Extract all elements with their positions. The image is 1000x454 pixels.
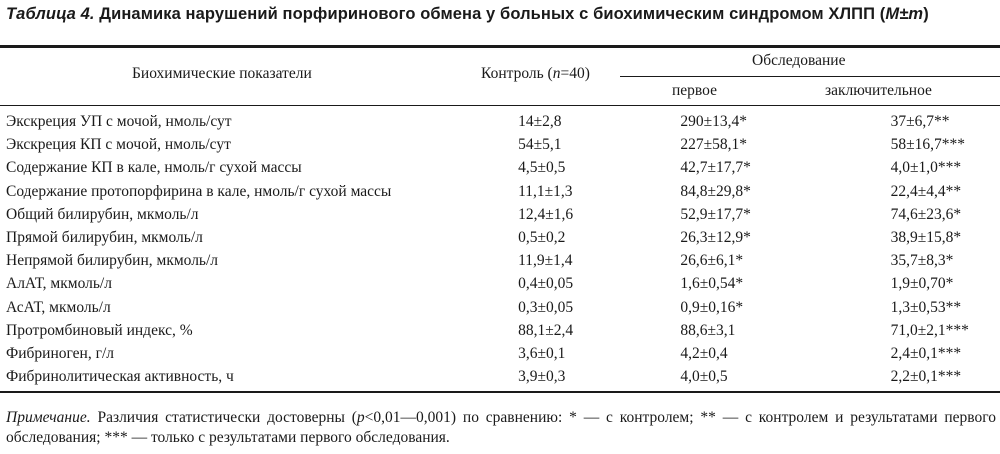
control-cell: 4,5±0,5: [518, 159, 566, 177]
first-exam-cell: 84,8±29,8*: [680, 182, 751, 200]
first-exam-cell: 290±13,4*: [680, 113, 748, 130]
header-indicators: Биохимические показатели: [132, 65, 312, 82]
table-row: [0, 342, 1000, 365]
final-exam-cell: 58±16,7***: [890, 136, 966, 154]
table-row: [0, 272, 1000, 295]
final-exam-cell: 22,4±4,4**: [890, 182, 962, 200]
table-note: [6, 408, 996, 448]
indicator-cell: Фибринолитическая активность, ч: [6, 368, 234, 386]
table-top-rule: [0, 45, 1000, 48]
header-exam-first: первое: [672, 82, 717, 99]
first-exam-cell: 227±58,1*: [680, 136, 748, 154]
final-exam-cell: 37±6,7**: [890, 113, 950, 130]
control-cell: 0,4±0,05: [518, 275, 574, 293]
first-exam-cell: 1,6±0,54*: [680, 275, 744, 293]
final-exam-cell: 71,0±2,1***: [890, 321, 969, 339]
table-title-text: Динамика нарушений порфиринового обмена у больных с биохимическим синдромом ХЛПП: [99, 5, 876, 23]
note-p: p: [356, 409, 365, 426]
control-cell: 54±5,1: [518, 136, 562, 154]
final-exam-cell: 4,0±1,0***: [890, 159, 962, 177]
table-row: [0, 249, 1000, 272]
header-bottom-rule: [0, 105, 1000, 106]
indicator-cell: Содержание протопорфирина в кале, нмоль/г сухой массы: [6, 182, 392, 200]
title-stat-open: (: [879, 5, 886, 23]
table-bottom-rule: [0, 391, 1000, 393]
note-text-a: Различия статистически достоверны (: [90, 409, 357, 426]
header-exam-rule: [620, 76, 1000, 77]
first-exam-cell: 52,9±17,7*: [680, 205, 751, 223]
control-cell: 3,9±0,3: [518, 368, 566, 386]
table-row: [0, 365, 1000, 388]
first-exam-cell: 26,6±6,1*: [680, 252, 744, 270]
final-exam-cell: 1,3±0,53**: [890, 298, 962, 316]
first-exam-cell: 4,2±0,4: [680, 345, 728, 363]
indicator-cell: Прямой билирубин, мкмоль/л: [6, 229, 203, 247]
table-row: [0, 226, 1000, 249]
table-row: [0, 156, 1000, 179]
note-label: Примечание.: [6, 409, 91, 426]
table-row: [0, 110, 1000, 133]
indicator-cell: Содержание КП в кале, нмоль/г сухой массы: [6, 159, 302, 177]
header-control: [481, 65, 590, 83]
header-control-prefix: Контроль (: [481, 65, 553, 82]
first-exam-cell: 0,9±0,16*: [680, 298, 744, 316]
title-stat: M±m: [885, 5, 924, 23]
header-control-n: n: [552, 65, 561, 82]
indicator-cell: АлАТ, мкмоль/л: [6, 275, 112, 293]
final-exam-cell: 2,2±0,1***: [890, 368, 962, 386]
indicator-cell: Фибриноген, г/л: [6, 345, 114, 363]
first-exam-cell: 26,3±12,9*: [680, 229, 751, 247]
data-table: [0, 110, 1000, 388]
title-stat-close: ): [923, 5, 929, 23]
table-title: [6, 5, 929, 24]
first-exam-cell: 88,6±3,1: [680, 321, 736, 339]
note-text-b: <0,01—0,001) по сравнению: * — с контролем; ** — с контролем и результатами первого обследования; *** — только с результатами первого обследования.: [6, 409, 996, 446]
indicator-cell: АсАТ, мкмоль/л: [6, 298, 111, 316]
header-exam: Обследование: [752, 52, 846, 69]
table-row: [0, 203, 1000, 226]
table-label: Таблица 4.: [6, 5, 95, 23]
control-cell: 0,5±0,2: [518, 229, 566, 247]
indicator-cell: Непрямой билирубин, мкмоль/л: [6, 252, 219, 270]
final-exam-cell: 38,9±15,8*: [890, 229, 962, 247]
control-cell: 0,3±0,05: [518, 298, 574, 316]
indicator-cell: Экскреция УП с мочой, нмоль/сут: [6, 113, 232, 130]
final-exam-cell: 35,7±8,3*: [890, 252, 954, 270]
table-row: [0, 180, 1000, 203]
indicator-cell: Экскреция КП с мочой, нмоль/сут: [6, 136, 231, 154]
header-control-suffix: =40): [560, 65, 590, 82]
table-row: [0, 319, 1000, 342]
control-cell: 11,9±1,4: [518, 252, 573, 270]
table-row: [0, 296, 1000, 319]
final-exam-cell: 74,6±23,6*: [890, 205, 962, 223]
final-exam-cell: 2,4±0,1***: [890, 345, 962, 363]
control-cell: 12,4±1,6: [518, 205, 574, 223]
indicator-cell: Общий билирубин, мкмоль/л: [6, 205, 199, 223]
table-row: [0, 133, 1000, 156]
header-exam-final: заключительное: [825, 82, 932, 99]
final-exam-cell: 1,9±0,70*: [890, 275, 954, 293]
control-cell: 11,1±1,3: [518, 182, 573, 200]
control-cell: 88,1±2,4: [518, 321, 574, 339]
control-cell: 3,6±0,1: [518, 345, 566, 363]
control-cell: 14±2,8: [518, 113, 562, 130]
indicator-cell: Протромбиновый индекс, %: [6, 321, 193, 339]
first-exam-cell: 42,7±17,7*: [680, 159, 751, 177]
first-exam-cell: 4,0±0,5: [680, 368, 728, 386]
